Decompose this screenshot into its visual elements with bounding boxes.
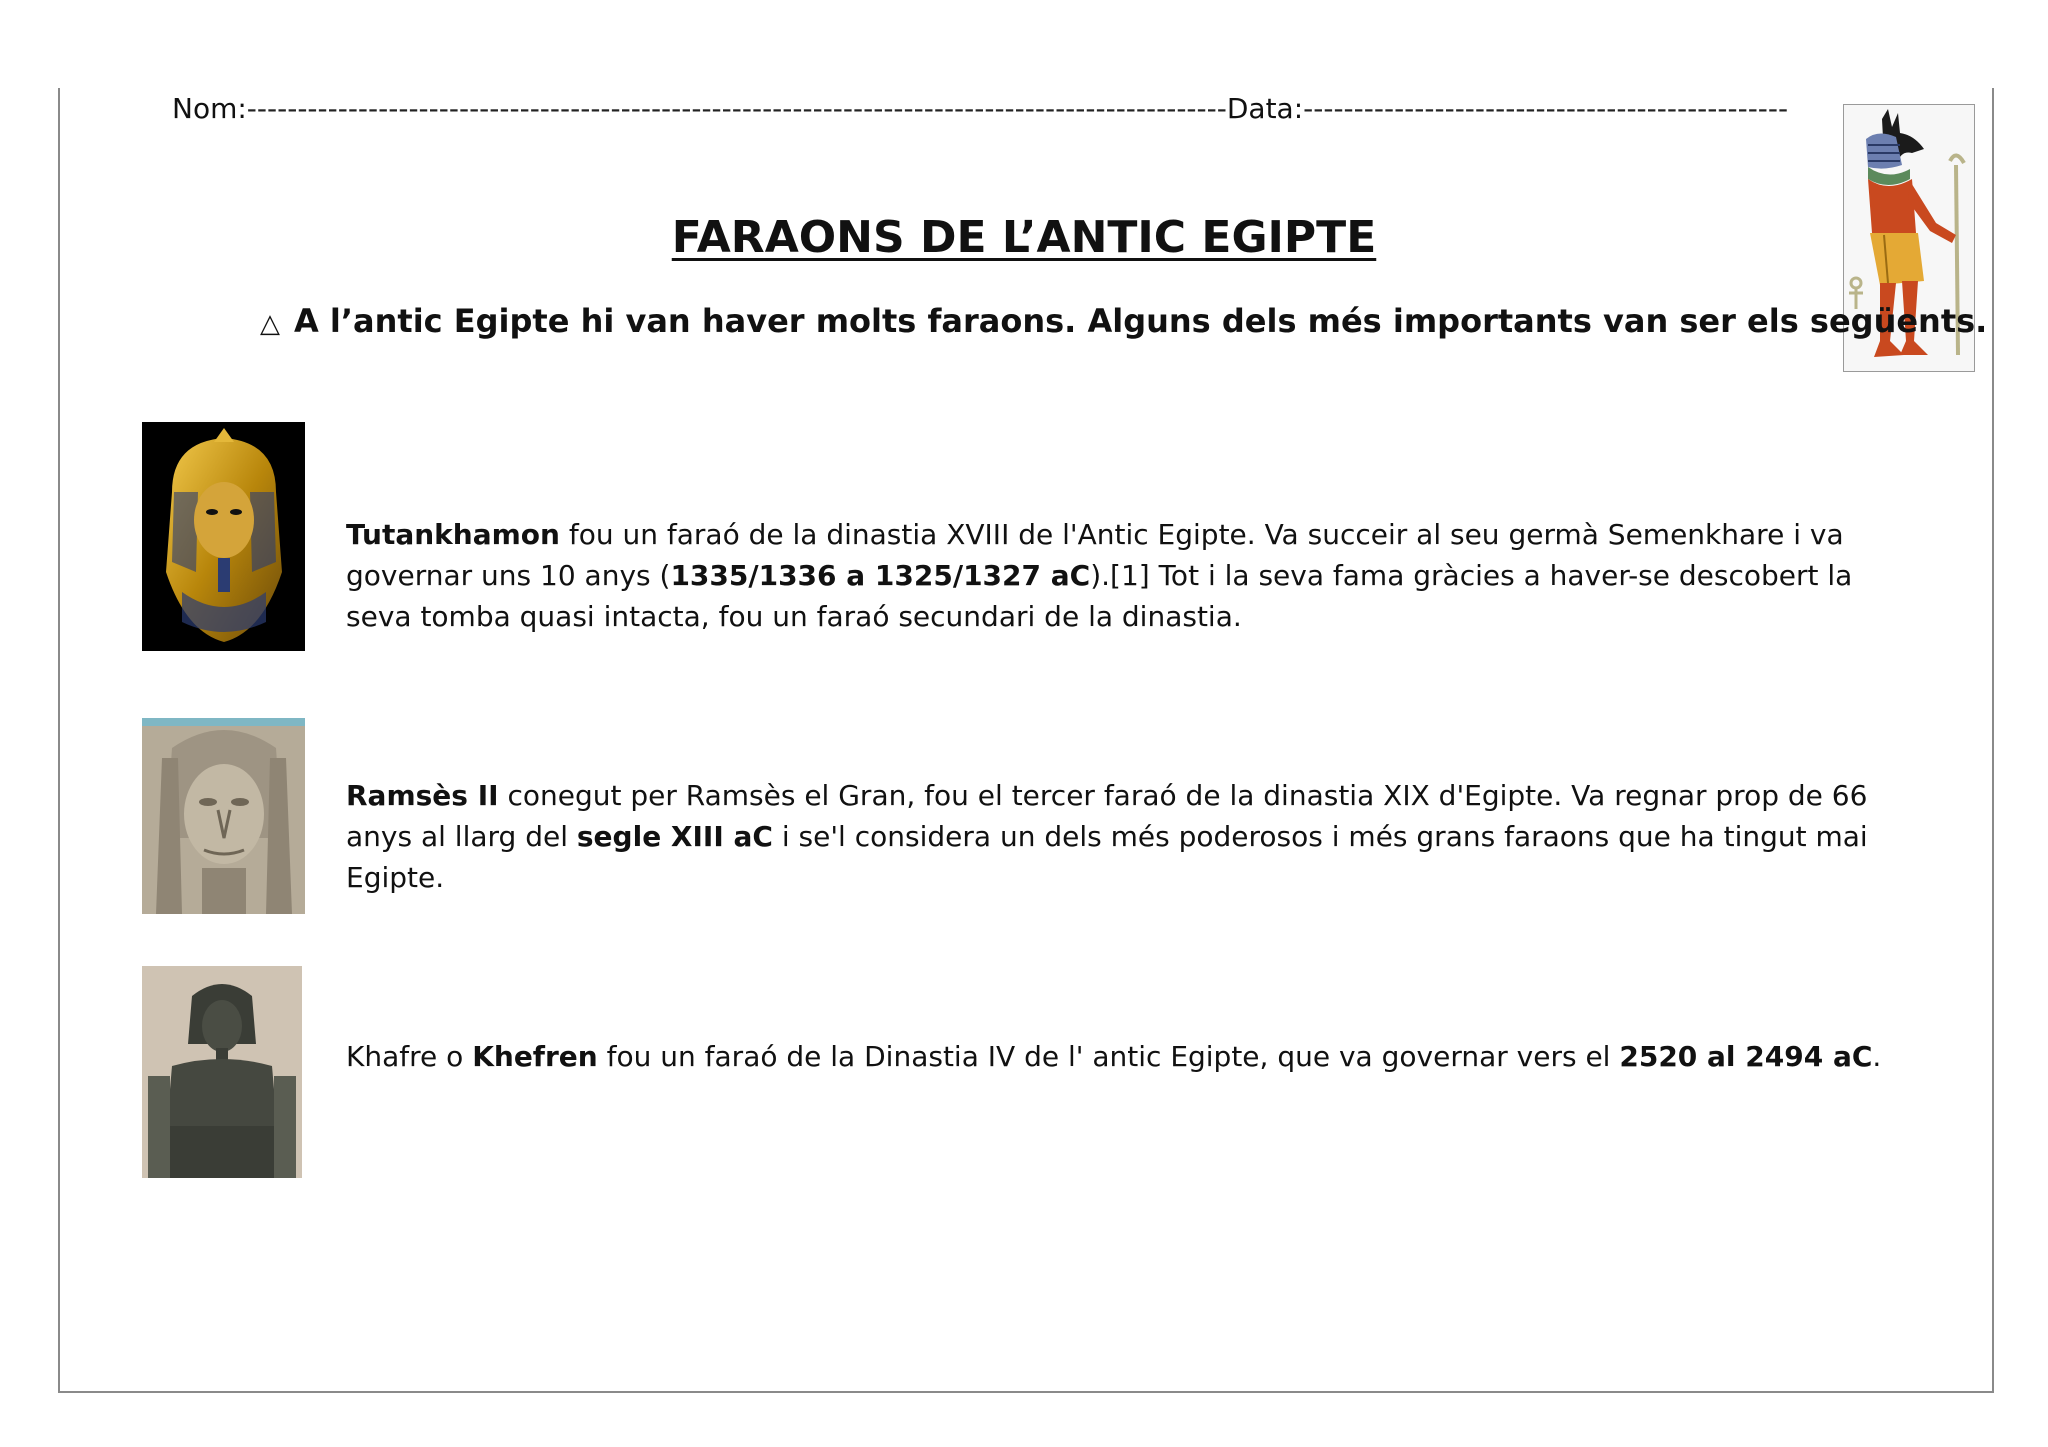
- ramses-statue-icon: [142, 718, 305, 914]
- entry-khefren: Khafre o Khefren fou un faraó de la Dinastia IV de l' antic Egipte, que va governar vers el 2520 al 2494 aC.: [346, 1040, 1882, 1073]
- header-line: [172, 92, 1842, 125]
- intro-text: A l’antic Egipte hi van haver molts faraons. Alguns dels més importants van ser els següents.: [294, 302, 1988, 340]
- page-frame: [58, 88, 1994, 1393]
- entry-ramses-ii: Ramsès II conegut per Ramsès el Gran, fou el tercer faraó de la dinastia XIX d'Egipte. Va regnar prop de 66 anys al llarg del segle XIII aC i se'l considera un dels més poderosos i més grans faraons que ha tingut mai Egipte.: [346, 779, 1868, 894]
- entry-name: Tutankhamon: [346, 518, 560, 551]
- date-label: Data:: [1226, 92, 1304, 125]
- entry-tutankhamon: Tutankhamon fou un faraó de la dinastia XVIII de l'Antic Egipte. Va succeir al seu germà Semenkhare i va governar uns 10 anys (1335/1336 a 1325/1327 aC).[1] Tot i la seva fama gràcies a haver-se descobert la seva tomba quasi intacta, fou un faraó secundari de la dinastia.: [346, 518, 1853, 633]
- entry-name: Khefren: [472, 1040, 598, 1073]
- entry-name: Ramsès II: [346, 779, 499, 812]
- triangle-bullet-icon: △: [260, 309, 280, 339]
- tutankhamun-mask-icon: [142, 422, 305, 651]
- intro-sentence: [260, 302, 1988, 340]
- khafre-statue-icon: [142, 966, 302, 1178]
- page-title: FARAONS DE L’ANTIC EGIPTE: [671, 212, 1377, 263]
- name-field-line[interactable]: -------------------------------------------------------------------------------------------------: [246, 92, 1227, 125]
- name-label: Nom:: [172, 92, 247, 125]
- date-field-line[interactable]: ------------------------------------------------: [1303, 92, 1789, 125]
